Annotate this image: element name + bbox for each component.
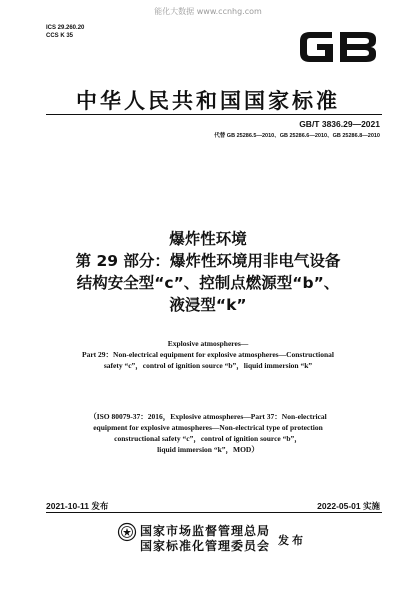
implementation-date: 2022-05-01 实施 xyxy=(317,501,380,511)
header-divider xyxy=(46,114,382,115)
issuing-authorities xyxy=(140,524,270,554)
replaces-standards: 代替 GB 25286.5—2010、GB 25286.6—2010、GB 25286.8—2010 xyxy=(214,133,380,139)
ics-code: ICS 29.260.20 xyxy=(46,25,85,31)
english-title-line: safety “c”，control of ignition source “b”，liquid immersion “k” xyxy=(103,361,313,370)
issuer-samr: 国家市场监督管理总局 xyxy=(140,524,271,538)
iso-equivalence-note xyxy=(40,411,376,455)
standard-category-title: 中华人民共和国国家标准 xyxy=(76,89,340,113)
issue-date: 2021-10-11 发布 xyxy=(46,501,109,511)
gb-logo xyxy=(296,27,380,67)
english-title xyxy=(40,338,376,371)
iso-note-line: constructional safety “c”，control of ignition source “b”， xyxy=(114,434,302,443)
english-title-line: Explosive atmospheres— xyxy=(167,339,249,348)
ccs-code: CCS K 35 xyxy=(46,33,74,39)
watermark-text: 能化大数据 www.ccnhg.com xyxy=(154,7,262,16)
iso-note-line: equipment for explosive atmospheres—Non-electrical type of protection xyxy=(93,423,323,432)
chinese-title-line: 液浸型“k” xyxy=(169,296,247,314)
chinese-title xyxy=(0,228,416,316)
english-title-line: Part 29：Non-electrical equipment for explosive atmospheres—Constructional xyxy=(82,350,334,359)
iso-note-line: liquid immersion “k”，MOD） xyxy=(157,445,259,454)
chinese-title-line: 爆炸性环境 xyxy=(169,230,247,248)
gb-logo-text: GB xyxy=(296,27,298,28)
release-label: 发布 xyxy=(278,534,306,547)
chinese-title-line: 第 29 部分：爆炸性环境用非电气设备 xyxy=(75,252,341,270)
gb-logo-mark xyxy=(300,32,376,62)
iso-note-line: （ISO 80079-37：2016，Explosive atmospheres—Part 37：Non-electrical xyxy=(89,412,327,421)
issuer-sac: 国家标准化管理委员会 xyxy=(140,539,271,553)
national-emblem-seal xyxy=(117,521,137,543)
chinese-title-line: 结构安全型“c”、控制点燃源型“b”、 xyxy=(76,274,340,292)
standard-number: GB/T 3836.29—2021 xyxy=(299,119,380,129)
classification-codes xyxy=(46,24,84,40)
footer-divider xyxy=(46,512,382,513)
